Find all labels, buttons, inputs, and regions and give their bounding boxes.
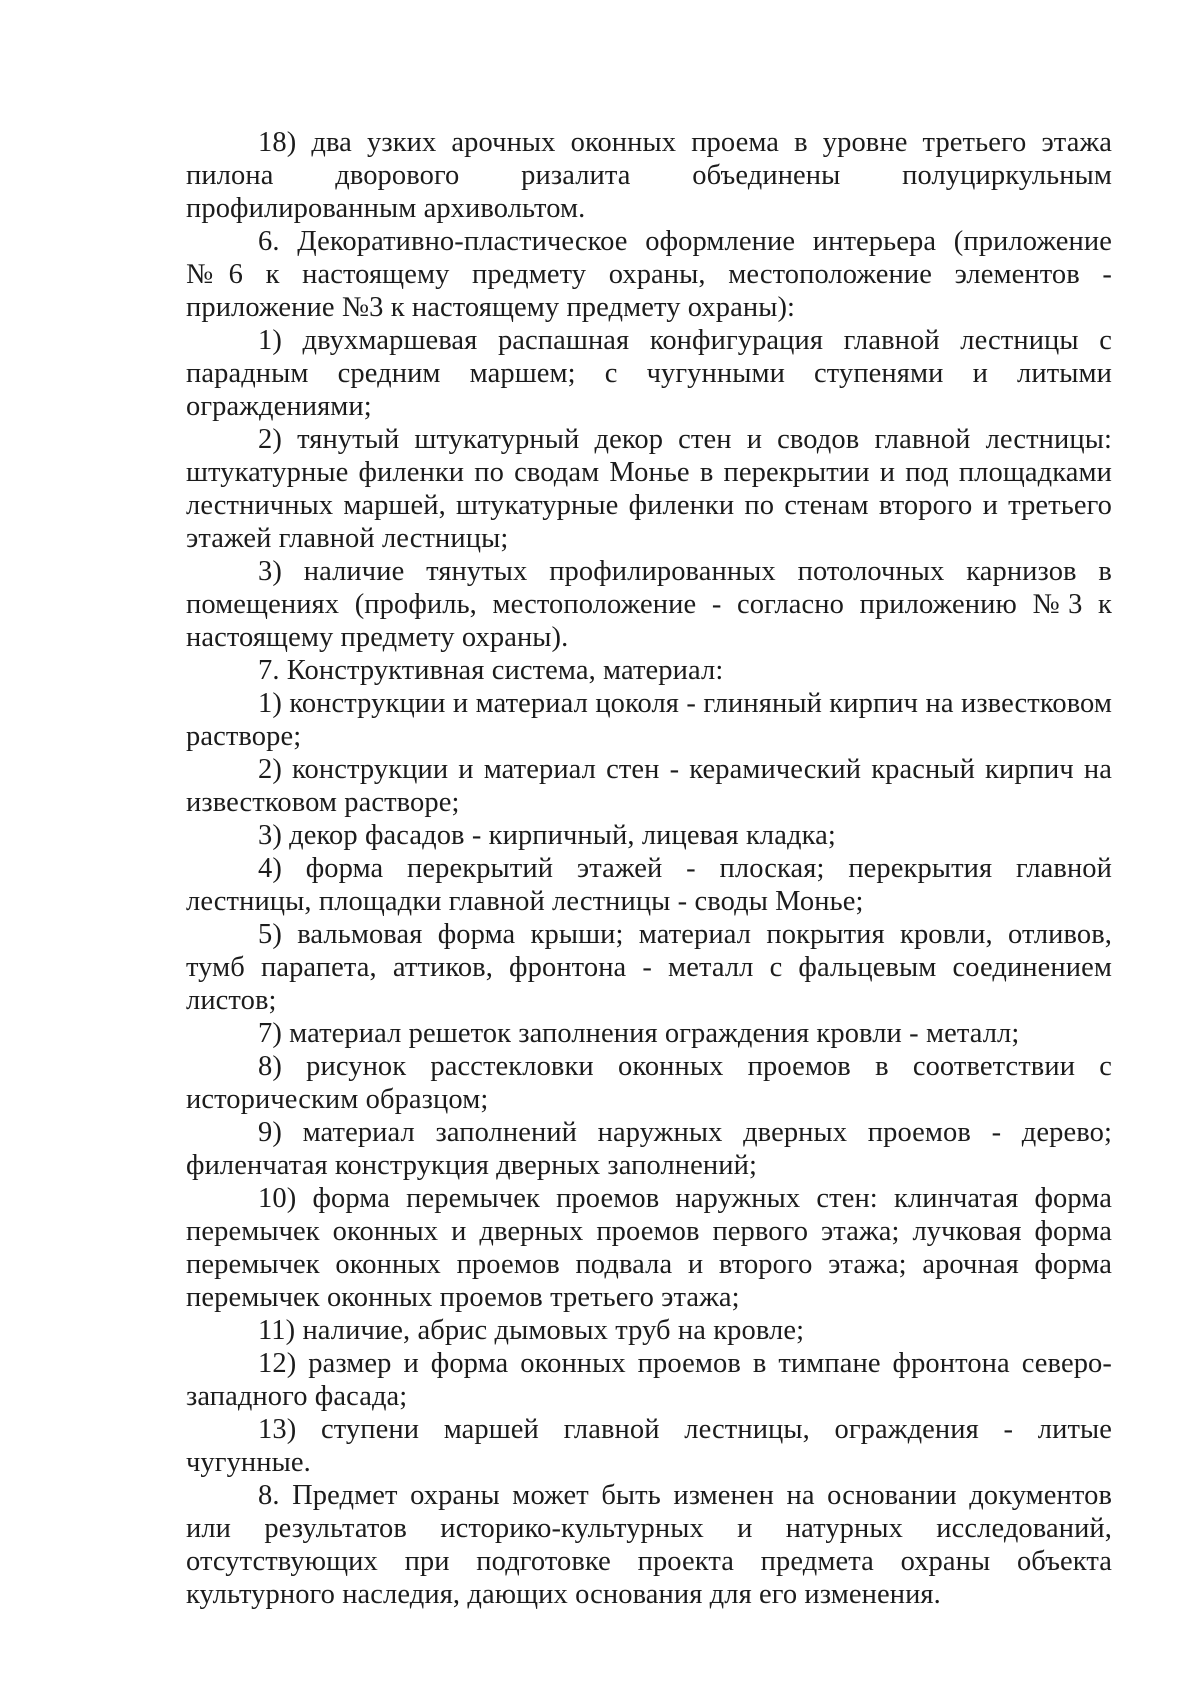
paragraph-item-9: 9) материал заполнений наружных дверных проемов - дерево; филенчатая конструкция дверных заполнений;	[186, 1117, 1112, 1181]
document-page	[186, 126, 1112, 1611]
paragraph-item-11: 11) наличие, абрис дымовых труб на кровле;	[258, 1315, 805, 1346]
paragraph-item-5: 5) вальмовая форма крыши; материал покрытия кровли, отливов, тумб парапета, аттиков, фронтона - металл с фальцевым соединением листов;	[186, 919, 1112, 1016]
paragraph-item-8: 8) рисунок расстекловки оконных проемов в соответствии с историческим образцом;	[186, 1051, 1112, 1115]
paragraph-item-2: 2) конструкции и материал стен - керамический красный кирпич на известковом растворе;	[186, 754, 1112, 818]
paragraph-item-18: 18) два узких арочных оконных проема в уровне третьего этажа пилона дворового ризалита объединены полуциркульным профилированным архивольтом.	[186, 127, 1112, 224]
paragraph-item-1: 1) конструкции и материал цоколя - глиняный кирпич на известковом растворе;	[186, 688, 1112, 752]
paragraph-item-4: 4) форма перекрытий этажей - плоская; перекрытия главной лестницы, площадки главной лестницы - своды Монье;	[186, 853, 1112, 917]
paragraph-item-3: 3) наличие тянутых профилированных потолочных карнизов в помещениях (профиль, местоположение - согласно приложению №3 к настоящему предмету охраны).	[186, 556, 1112, 653]
paragraph-item-3: 3) декор фасадов - кирпичный, лицевая кладка;	[258, 820, 836, 851]
section-8-paragraph: 8. Предмет охраны может быть изменен на основании документов или результатов историко-культурных и натурных исследований, отсутствующих при подготовке проекта предмета охраны объекта культурного наследия, дающих основания для его изменения.	[186, 1480, 1112, 1610]
paragraph-item-12: 12) размер и форма оконных проемов в тимпане фронтона северо-западного фасада;	[186, 1348, 1112, 1412]
section-6-heading: 6. Декоративно-пластическое оформление интерьера (приложение №6 к настоящему предмету охраны, местоположение элементов - приложение №3 к настоящему предмету охраны):	[186, 226, 1112, 323]
paragraph-item-1: 1) двухмаршевая распашная конфигурация главной лестницы с парадным средним маршем; с чугунными ступенями и литыми ограждениями;	[186, 325, 1112, 422]
paragraph-item-7: 7) материал решеток заполнения ограждения кровли - металл;	[258, 1018, 1020, 1049]
paragraph-item-13: 13) ступени маршей главной лестницы, ограждения - литые чугунные.	[186, 1414, 1112, 1478]
section-7-heading: 7. Конструктивная система, материал:	[258, 655, 724, 686]
paragraph-item-10: 10) форма перемычек проемов наружных стен: клинчатая форма перемычек оконных и дверных проемов первого этажа; лучковая форма перемычек оконных проемов подвала и второго этажа; арочная форма перемычек оконных проемов третьего этажа;	[186, 1183, 1112, 1313]
paragraph-item-2: 2) тянутый штукатурный декор стен и сводов главной лестницы: штукатурные филенки по сводам Монье в перекрытии и под площадками лестничных маршей, штукатурные филенки по стенам второго и третьего этажей главной лестницы;	[186, 424, 1112, 554]
